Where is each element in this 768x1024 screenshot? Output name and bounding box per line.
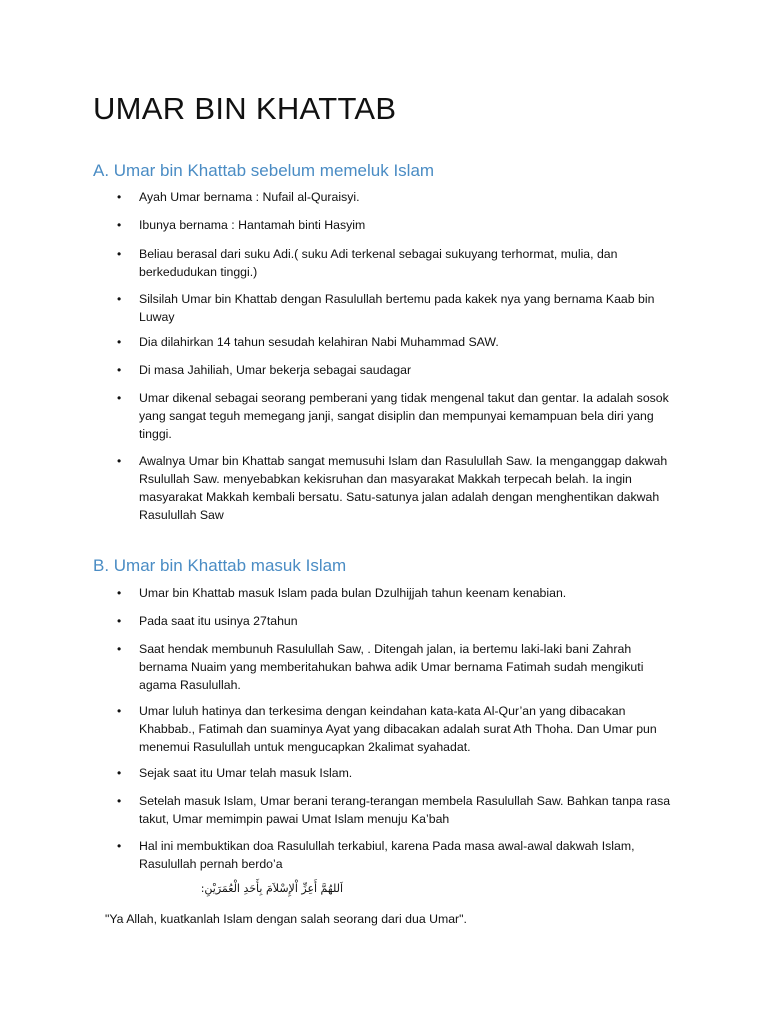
- list-item-text: Di masa Jahiliah, Umar bekerja sebagai saudagar: [139, 363, 412, 377]
- prayer-translation: "Ya Allah, kuatkanlah Islam dengan salah seorang dari dua Umar".: [105, 912, 467, 926]
- bullet-icon: •: [117, 454, 122, 468]
- bullet-icon: •: [117, 839, 122, 853]
- arabic-prayer: اَللهُمَّ أَعِزِّ اْلإِسْلاَمَ بِأَحَدِ الْعُمَرَيْنِ:: [200, 882, 343, 895]
- list-item-text: Umar dikenal sebagai seorang pemberani yang tidak mengenal takut dan gentar. Ia adalah sosok yang sangat teguh memegang janji, sangat disiplin dan mempunyai kemampuan bela diri yang tinggi.: [139, 391, 669, 441]
- bullet-icon: •: [117, 247, 122, 261]
- bullet-icon: •: [117, 363, 122, 377]
- bullet-icon: •: [117, 614, 122, 628]
- list-item-text: Umar bin Khattab masuk Islam pada bulan Dzulhijjah tahun keenam kenabian.: [139, 586, 567, 600]
- bullet-icon: •: [117, 335, 122, 349]
- bullet-icon: •: [117, 586, 122, 600]
- list-item-text: Sejak saat itu Umar telah masuk Islam.: [139, 766, 353, 780]
- list-item-text: Pada saat itu usinya 27tahun: [139, 614, 298, 628]
- list-item-text: Dia dilahirkan 14 tahun sesudah kelahiran Nabi Muhammad SAW.: [139, 335, 499, 349]
- bullet-icon: •: [117, 190, 122, 204]
- list-item-text: Silsilah Umar bin Khattab dengan Rasulullah bertemu pada kakek nya yang bernama Kaab bin Luway: [139, 292, 655, 324]
- document-title: UMAR BIN KHATTAB: [93, 91, 397, 126]
- bullet-icon: •: [117, 218, 122, 232]
- list-item-text: Umar luluh hatinya dan terkesima dengan keindahan kata-kata Al-Qur’an yang dibacakan Khabbab., Fatimah dan suaminya Ayat yang dibacakan adalah surat Ath Thoha. Dan Umar pun menemui Rasulullah untuk mengucapkan 2kalimat syahadat.: [139, 704, 657, 754]
- bullet-icon: •: [117, 766, 122, 780]
- bullet-icon: •: [117, 704, 122, 718]
- bullet-icon: •: [117, 391, 122, 405]
- section-a-heading: A. Umar bin Khattab sebelum memeluk Islam: [93, 161, 435, 180]
- list-item-text: Saat hendak membunuh Rasulullah Saw, . Ditengah jalan, ia bertemu laki-laki bani Zahrah bernama Nuaim yang memberitahukan bahwa adik Umar bernama Fatimah sudah mengikuti agama Rasulullah.: [139, 642, 644, 692]
- list-item-text: Setelah masuk Islam, Umar berani terang-terangan membela Rasulullah Saw. Bahkan tanpa rasa takut, Umar memimpin pawai Umat Islam menuju Ka’bah: [139, 794, 671, 826]
- section-b-heading: B. Umar bin Khattab masuk Islam: [93, 556, 347, 575]
- list-item-text: Beliau berasal dari suku Adi.( suku Adi terkenal sebagai sukuyang terhormat, mulia, dan berkedudukan tinggi.): [139, 247, 618, 279]
- list-item-text: Ibunya bernama : Hantamah binti Hasyim: [139, 218, 366, 232]
- list-item-text: Awalnya Umar bin Khattab sangat memusuhi Islam dan Rasulullah Saw. Ia menganggap dakwah Rsulullah Saw. menyebabkan kekisruhan dan masyarakat Makkah terpecah belah. Ia ingin masyarakat Makkah kembali bersatu. Satu-satunya jalan adalah dengan menghentikan dakwah Rasulullah Saw: [139, 454, 668, 522]
- bullet-icon: •: [117, 292, 122, 306]
- bullet-icon: •: [117, 642, 122, 656]
- list-item-text: Ayah Umar bernama : Nufail al-Quraisyi.: [139, 190, 360, 204]
- bullet-icon: •: [117, 794, 122, 808]
- list-item-text: Hal ini membuktikan doa Rasulullah terkabiul, karena Pada masa awal-awal dakwah Islam, Rasulullah pernah berdo’a: [139, 839, 635, 871]
